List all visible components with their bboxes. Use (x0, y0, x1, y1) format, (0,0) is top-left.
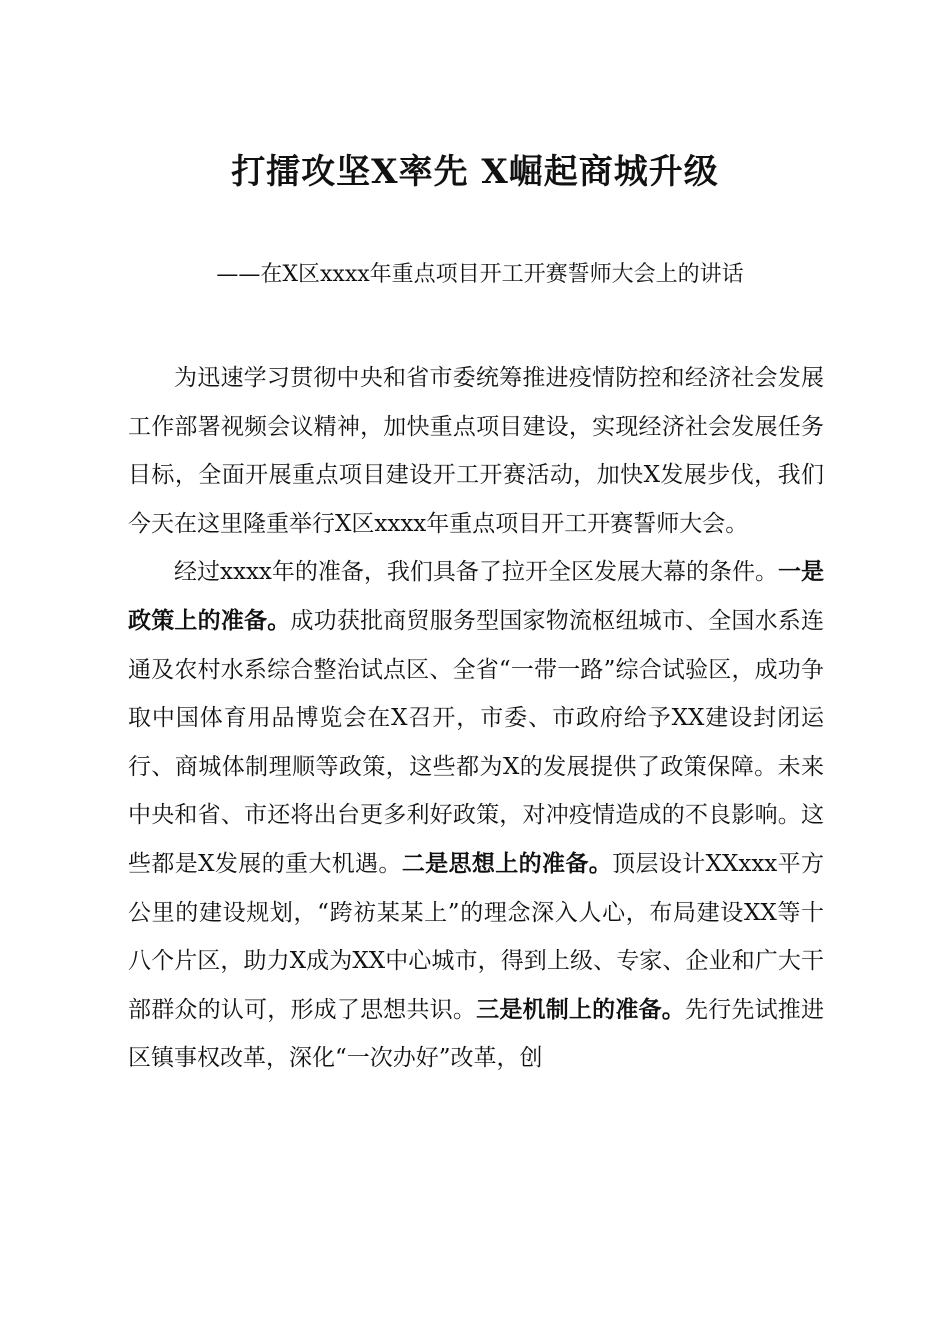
point-1-text: 成功获批商贸服务型国家物流枢纽城市、全国水系连通及农村水系综合整治试点区、全省“一带一路”综合试验区，成功争取中国体育用品博览会在X召开，市委、市政府给予XX建设封闭运行、商城体制理顺等政策，这些都为X的发展提供了政策保障。未来中央和省、市还将出台更多利好政策，对冲疫情造成的不良影响。这些都是X发展的重大机遇。 (128, 607, 825, 877)
document-body (128, 354, 824, 1083)
paragraph-1-text: 为迅速学习贯彻中央和省市委统筹推进疫情防控和经济社会发展工作部署视频会议精神，加快重点项目建设，实现经济社会发展任务目标，全面开展重点项目建设开工开赛活动，加快X发展步伐，我们今天在这里隆重举行X区xxxx年重点项目开工开赛誓师大会。 (128, 365, 824, 537)
document-subtitle: ——在X区xxxx年重点项目开工开赛誓师大会上的讲话 (216, 262, 744, 287)
document-title: 打擂攻坚X率先 X崛起商城升级 (231, 152, 719, 192)
point-3-heading: 三是机制上的准备。 (476, 995, 685, 1023)
paragraph-1 (128, 354, 824, 548)
paragraph-2-intro: 经过xxxx年的准备，我们具备了拉开全区发展大幕的条件。 (174, 559, 778, 586)
point-3-text: 先行先试推进区镇事权改革，深化“一次办好”改革，创 (128, 996, 825, 1072)
point-2-heading: 二是思想上的准备。 (401, 849, 613, 877)
point-2-text: 顶层设计XXxxx平方公里的建设规划，“跨祊某某上”的理念深入人心，布局建设XX等十八个片区，助力X成为XX中心城市，得到上级、专家、企业和广大干部群众的认可，形成了思想共识。 (128, 850, 825, 1023)
paragraph-2 (128, 548, 824, 1083)
point-1-heading: 一是政策上的准备。 (128, 558, 825, 634)
